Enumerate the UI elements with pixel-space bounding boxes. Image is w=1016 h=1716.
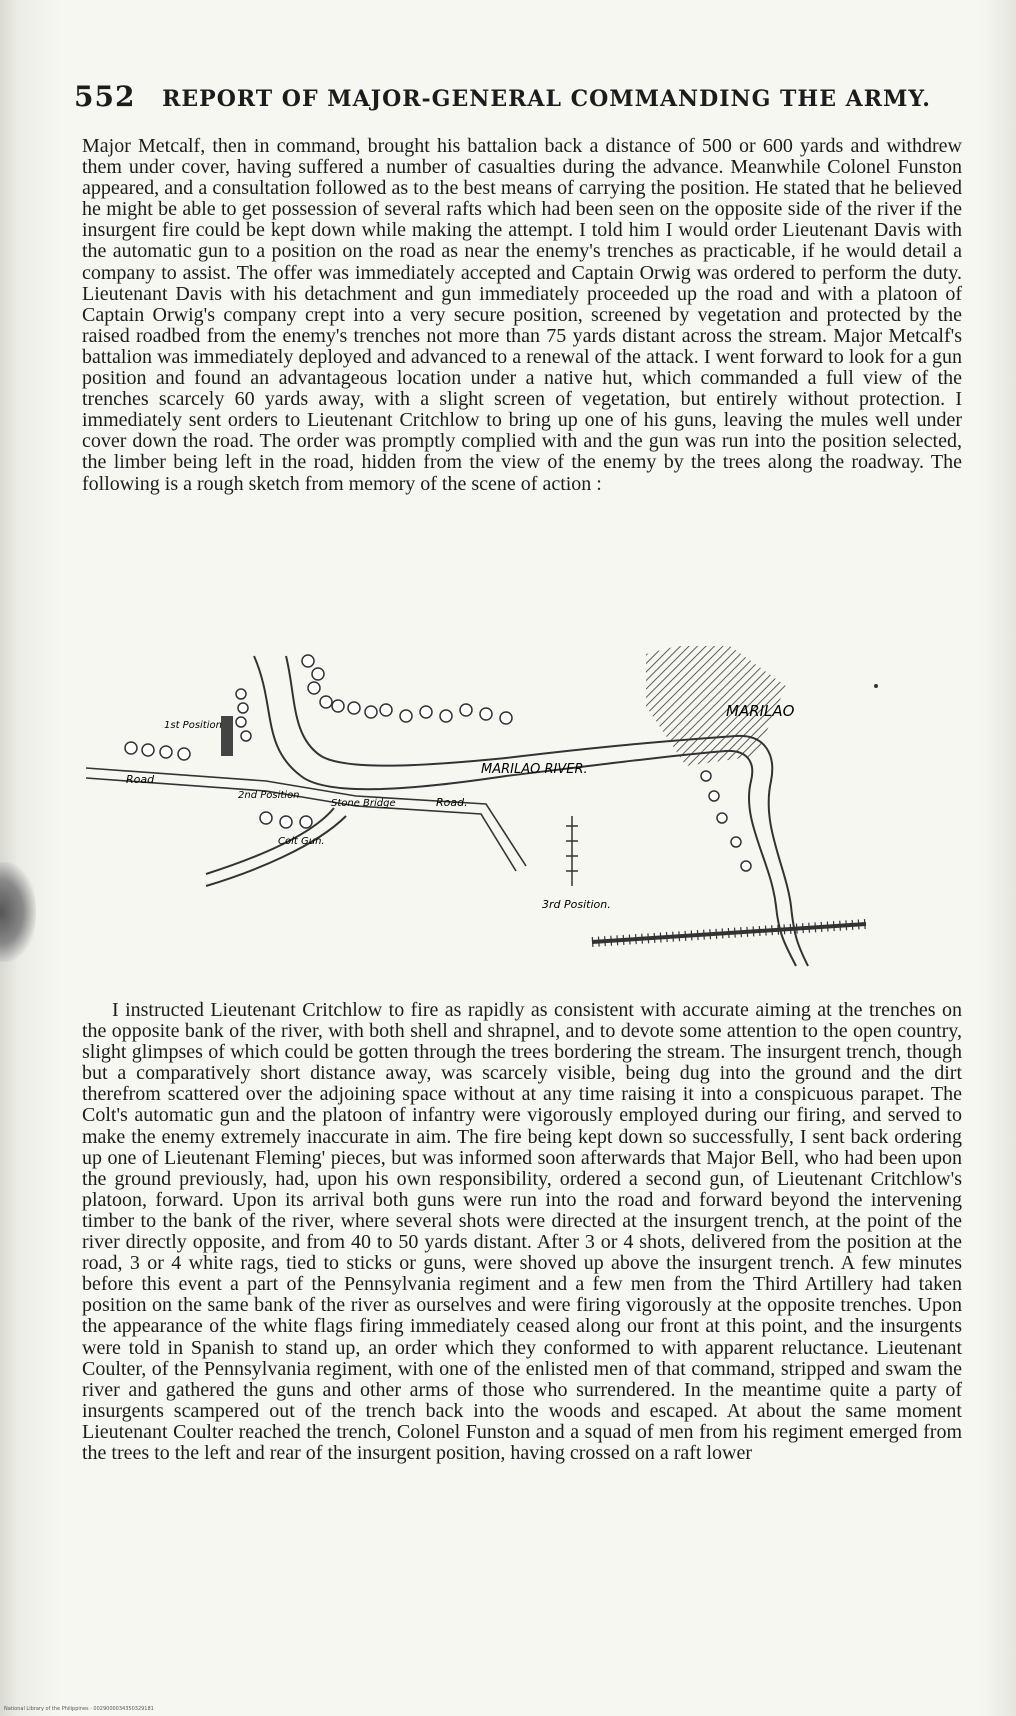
road-label-right: Road. — [436, 796, 468, 809]
river-label: MARILAO RIVER. — [481, 762, 588, 777]
thumb-shadow — [0, 862, 36, 962]
third-position-markers — [566, 816, 578, 886]
first-position-label: 1st Position — [164, 720, 222, 731]
tributary-1 — [206, 816, 346, 886]
first-position-hut — [221, 716, 233, 756]
scan-credit: National Library of the Philippines · 0029000034350329181 — [4, 1706, 154, 1712]
dot-mark — [874, 684, 878, 688]
second-position-label: 2nd Position — [238, 790, 300, 801]
town-label: MARILAO — [726, 702, 795, 720]
paragraph-2: I instructed Lieutenant Critchlow to fire as rapidly as consistent with accurate aiming at the trenches on the opposite bank of the river, with both shell and shrapnel, and to devote some attention to the open country, slight glimpses of which could be gotten through the trees bordering the stream. The insurgent trench, though but a comparatively short distance away, was scarcely visible, being dug into the ground and the dirt therefrom scattered over the adjoining space without at any time raising it into a conspicuous parapet. The Colt's automatic gun and the platoon of infantry were vigorously employed during our firing, and served to make the enemy extremely inaccurate in aim. The fire being kept down so successfully, I sent back ordering up one of Lieutenant Fleming' pieces, but was informed soon afterwards that Major Bell, who had been upon the ground previously, had, upon his own responsibility, ordered a second gun, of Lieutenant Critchlow's platoon, forward. Upon its arrival both guns were run into the road and forward beyond the intervening timber to the bank of the river, where several shots were directed at the insurgent trench, at the point of the river directly opposite, and from 40 to 50 yards distant. After 3 or 4 shots, delivered from the position at the road, 3 or 4 white rags, tied to sticks or guns, were shoved up above the insurgent trench. A few minutes before this event a part of the Pennsylvania regiment and a few men from the Third Artillery had taken position on the same bank of the river as ourselves and were firing vigorously at the opposite trenches. Upon the appearance of the white flags firing immediately ceased along our front at this point, and the insurgents were told in Spanish to stand up, an order which they conformed to with apparent reluctance. Lieutenant Coulter, of the Pennsylvania regiment, with one of the enlisted men of that command, stripped and swam the river and gathered the guns and other arms of those who surrendered. In the meantime quite a party of insurgents scampered out of the trench back into the woods and escaped. At about the same moment Lieutenant Coulter reached the trench, Colonel Funston and a squad of men from his regiment emerged from the trees to the left and rear of the insurgent position, having crossed on a raft lower — [82, 999, 962, 1464]
page-header — [74, 80, 954, 113]
paragraph-1: Major Metcalf, then in command, brought his battalion back a distance of 500 or 600 yards and withdrew them under cover, having suffered a number of casualties during the advance. Meanwhile Colonel Funston appeared, and a consultation followed as to the best means of carrying the position. He stated that he believed he might be able to get possession of several rafts which had been seen on the opposite side of the river if the insurgent fire could be kept down while making the attempt. I told him I would order Lieutenant Davis with the automatic gun to a position on the road as near the enemy's trenches as practicable, if he would detail a company to assist. The offer was immediately accepted and Captain Orwig was ordered to perform the duty. Lieutenant Davis with his detachment and gun immediately proceeded up the road and with a platoon of Captain Orwig's company crept into a very secure position, screened by vegetation and protected by the raised roadbed from the enemy's trenches not more than 75 yards distant across the stream. Major Metcalf's battalion was immediately deployed and advanced to a renewal of the attack. I went forward to look for a gun position and found an advantageous location under a native hut, which commanded a full view of the trenches scarcely 60 yards away, with a slight screen of vegetation, but entirely without protection. I immediately sent orders to Lieutenant Critchlow to bring up one of his guns, leaving the mules well under cover down the road. The order was promptly complied with and the gun was run into the position selected, the limber being left in the road, hidden from the view of the enemy by the trees along the roadway. The following is a rough sketch from memory of the scene of action : — [82, 135, 962, 495]
third-position-label: 3rd Position. — [542, 898, 611, 911]
road-label-left: Road — [126, 773, 155, 786]
page-number: 552 — [74, 80, 136, 113]
battle-sketch-map — [86, 646, 966, 986]
colt-gun-label: Colt Gun. — [278, 836, 325, 847]
bridge-label: Stone Bridge — [331, 798, 396, 809]
running-title: REPORT OF MAJOR-GENERAL COMMANDING THE ARMY. — [162, 86, 931, 112]
